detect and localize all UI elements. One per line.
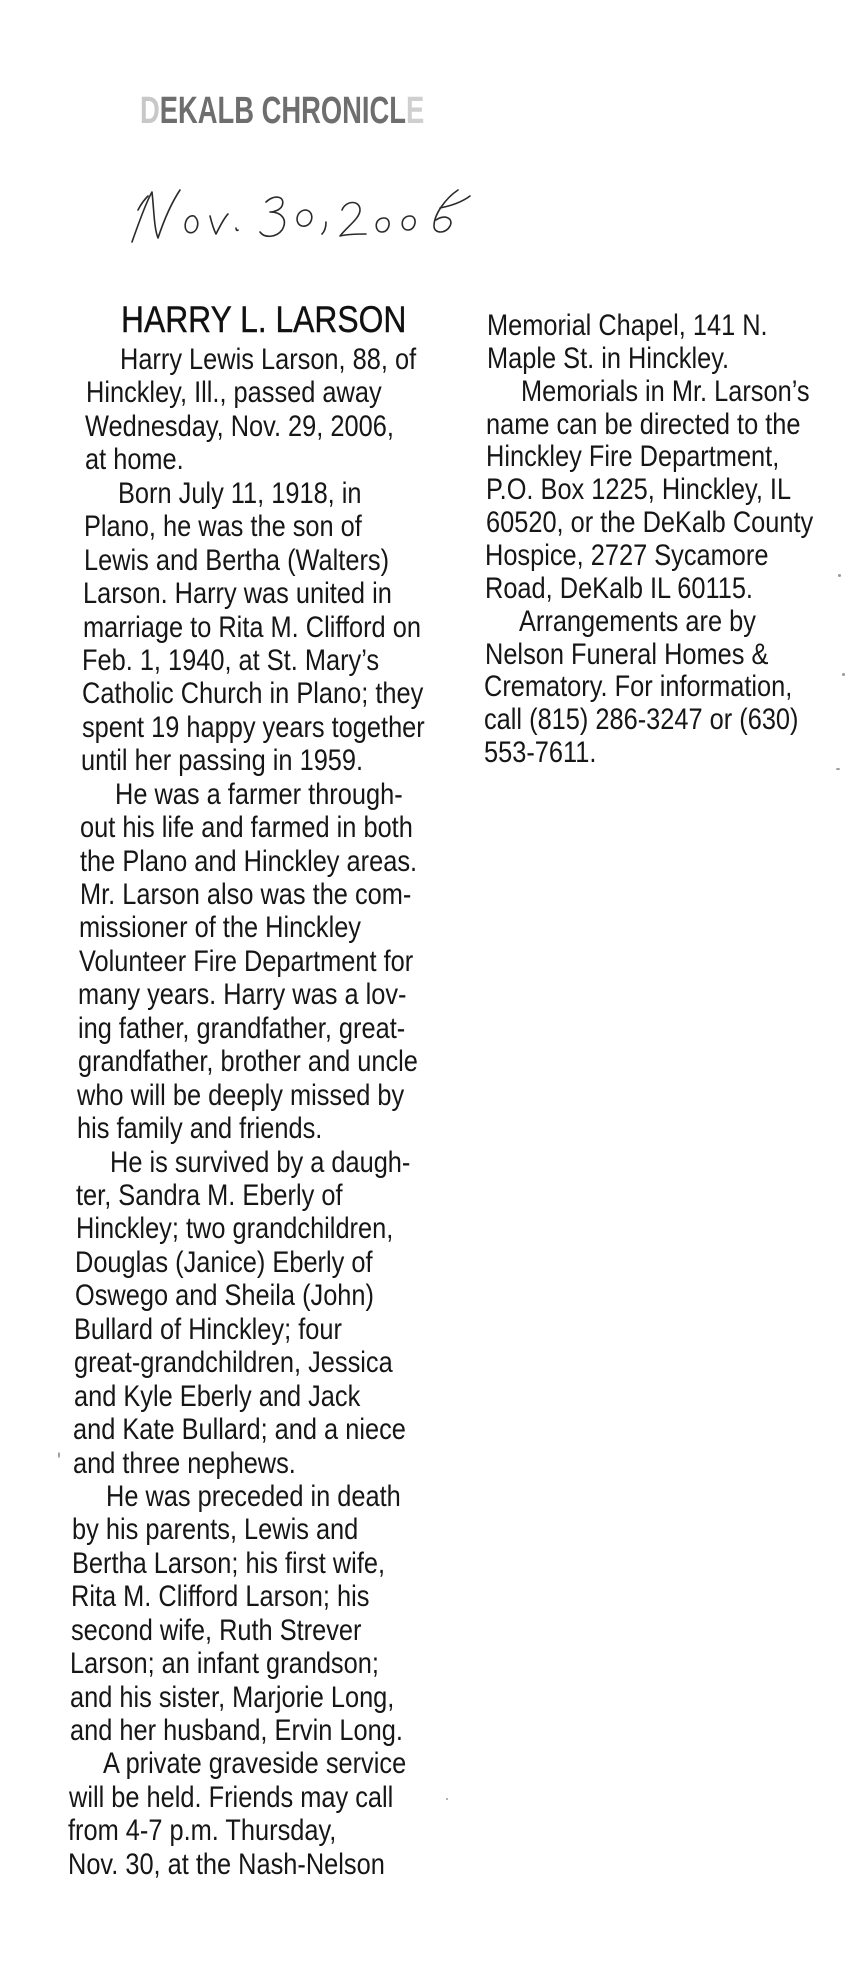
obituary-text-line: marriage to Rita M. Clifford on xyxy=(82,610,421,644)
obituary-text-line: Road, DeKalb IL 60115. xyxy=(485,571,754,605)
obituary-text-line: out his life and farmed in both xyxy=(80,811,414,845)
obituary-text-line: name can be directed to the xyxy=(486,407,801,441)
obituary-text-line: Memorials in Mr. Larson’s xyxy=(520,374,810,408)
scan-speck xyxy=(446,1798,448,1800)
scan-speck xyxy=(838,574,841,577)
obituary-text-line: and Kyle Eberly and Jack xyxy=(73,1379,360,1413)
obituary-text-line: Bertha Larson; his first wife, xyxy=(71,1546,385,1580)
obituary-text-line: at home. xyxy=(84,443,184,477)
obituary-headline: HARRY L. LARSON xyxy=(121,299,407,340)
handwritten-date xyxy=(128,180,473,250)
obituary-text-line: spent 19 happy years together xyxy=(81,710,425,744)
obituary-text-line: Crematory. For information, xyxy=(484,670,793,704)
obituary-text-line: Plano, he was the son of xyxy=(84,510,362,544)
obituary-text-line: Rita M. Clifford Larson; his xyxy=(71,1580,370,1614)
obituary-text-line: Nov. 30, at the Nash-Nelson xyxy=(68,1847,385,1881)
obituary-text-line: Wednesday, Nov. 29, 2006, xyxy=(85,409,395,443)
handwriting-strokes-icon xyxy=(128,180,473,250)
obituary-text-line: Hinckley Fire Department, xyxy=(486,440,780,474)
obituary-text-line: Bullard of Hinckley; four xyxy=(74,1312,343,1346)
obituary-text-line: Arrangements are by xyxy=(518,604,756,638)
obituary-text-line: 553-7611. xyxy=(484,736,597,770)
obituary-text-line: call (815) 286-3247 or (630) xyxy=(484,703,799,737)
obituary-text-line: Lewis and Bertha (Walters) xyxy=(83,543,389,577)
masthead-last-letter: E xyxy=(405,90,425,132)
obituary-text-line: great-grandchildren, Jessica xyxy=(74,1346,393,1380)
masthead-first-letter: D xyxy=(140,90,160,132)
obituary-text-line: Volunteer Fire Department for xyxy=(78,944,414,978)
obituary-text-line: Hospice, 2727 Sycamore xyxy=(485,538,769,572)
obituary-text-line: until her passing in 1959. xyxy=(81,744,364,778)
obituary-text-line: 60520, or the DeKalb County xyxy=(485,506,813,540)
obituary-text-line: Oswego and Sheila (John) xyxy=(74,1279,374,1313)
obituary-text-line: Catholic Church in Plano; they xyxy=(82,677,424,711)
obituary-text-line: many years. Harry was a lov- xyxy=(78,978,407,1012)
obituary-text-line: and his sister, Marjorie Long, xyxy=(70,1680,395,1714)
obituary-text-line: He was preceded in death xyxy=(106,1479,402,1513)
obituary-text-line: Larson. Harry was united in xyxy=(83,577,393,611)
obituary-text-line: Nelson Funeral Homes & xyxy=(484,637,769,671)
obituary-text-line: Hinckley; two grandchildren, xyxy=(75,1212,393,1246)
obituary-text-line: will be held. Friends may call xyxy=(68,1780,394,1814)
obituary-text-line: Memorial Chapel, 141 N. xyxy=(487,309,768,342)
obituary-text-line: missioner of the Hinckley xyxy=(79,911,362,945)
obituary-text-line: He was a farmer through- xyxy=(114,777,403,811)
obituary-text-line: second wife, Ruth Strever xyxy=(70,1613,362,1647)
obituary-text-line: Douglas (Janice) Eberly of xyxy=(75,1245,373,1279)
obituary-text-line: by his parents, Lewis and xyxy=(72,1513,359,1547)
obituary-text-line: Harry Lewis Larson, 88, of xyxy=(120,343,417,376)
scan-speck xyxy=(842,673,845,676)
obituary-text-line: and three nephews. xyxy=(72,1446,296,1480)
obituary-text-line: and Kate Bullard; and a niece xyxy=(73,1413,407,1447)
obituary-text-line: Feb. 1, 1940, at St. Mary’s xyxy=(82,643,380,677)
obituary-text-line: grandfather, brother and uncle xyxy=(77,1045,418,1079)
obituary-text-line: Maple St. in Hinckley. xyxy=(486,341,729,375)
scan-speck xyxy=(836,768,840,770)
obituary-text-line: and her husband, Ervin Long. xyxy=(69,1714,403,1748)
masthead-name: EKALB CHRONICL xyxy=(159,90,406,132)
obituary-text-line: his family and friends. xyxy=(76,1112,323,1146)
scan-speck xyxy=(58,1452,60,1458)
newspaper-masthead xyxy=(140,92,424,130)
obituary-text-line: who will be deeply missed by xyxy=(77,1078,405,1112)
obituary-text-line: He is survived by a daugh- xyxy=(110,1145,411,1179)
obituary-text-line: A private graveside service xyxy=(103,1747,407,1781)
obituary-text-line: ter, Sandra M. Eberly of xyxy=(76,1179,343,1212)
obituary-text-line: P.O. Box 1225, Hinckley, IL xyxy=(485,473,791,507)
obituary-text-line: Born July 11, 1918, in xyxy=(118,476,362,510)
obituary-text-line: the Plano and Hinckley areas. xyxy=(80,844,418,878)
obituary-text-line: from 4-7 p.m. Thursday, xyxy=(68,1814,337,1848)
obituary-text-line: Mr. Larson also was the com- xyxy=(79,878,411,912)
obituary-text-line: ing father, grandfather, great- xyxy=(78,1011,406,1045)
obituary-text-line: Hinckley, Ill., passed away xyxy=(85,376,382,410)
obituary-text-line: Larson; an infant grandson; xyxy=(70,1647,380,1681)
